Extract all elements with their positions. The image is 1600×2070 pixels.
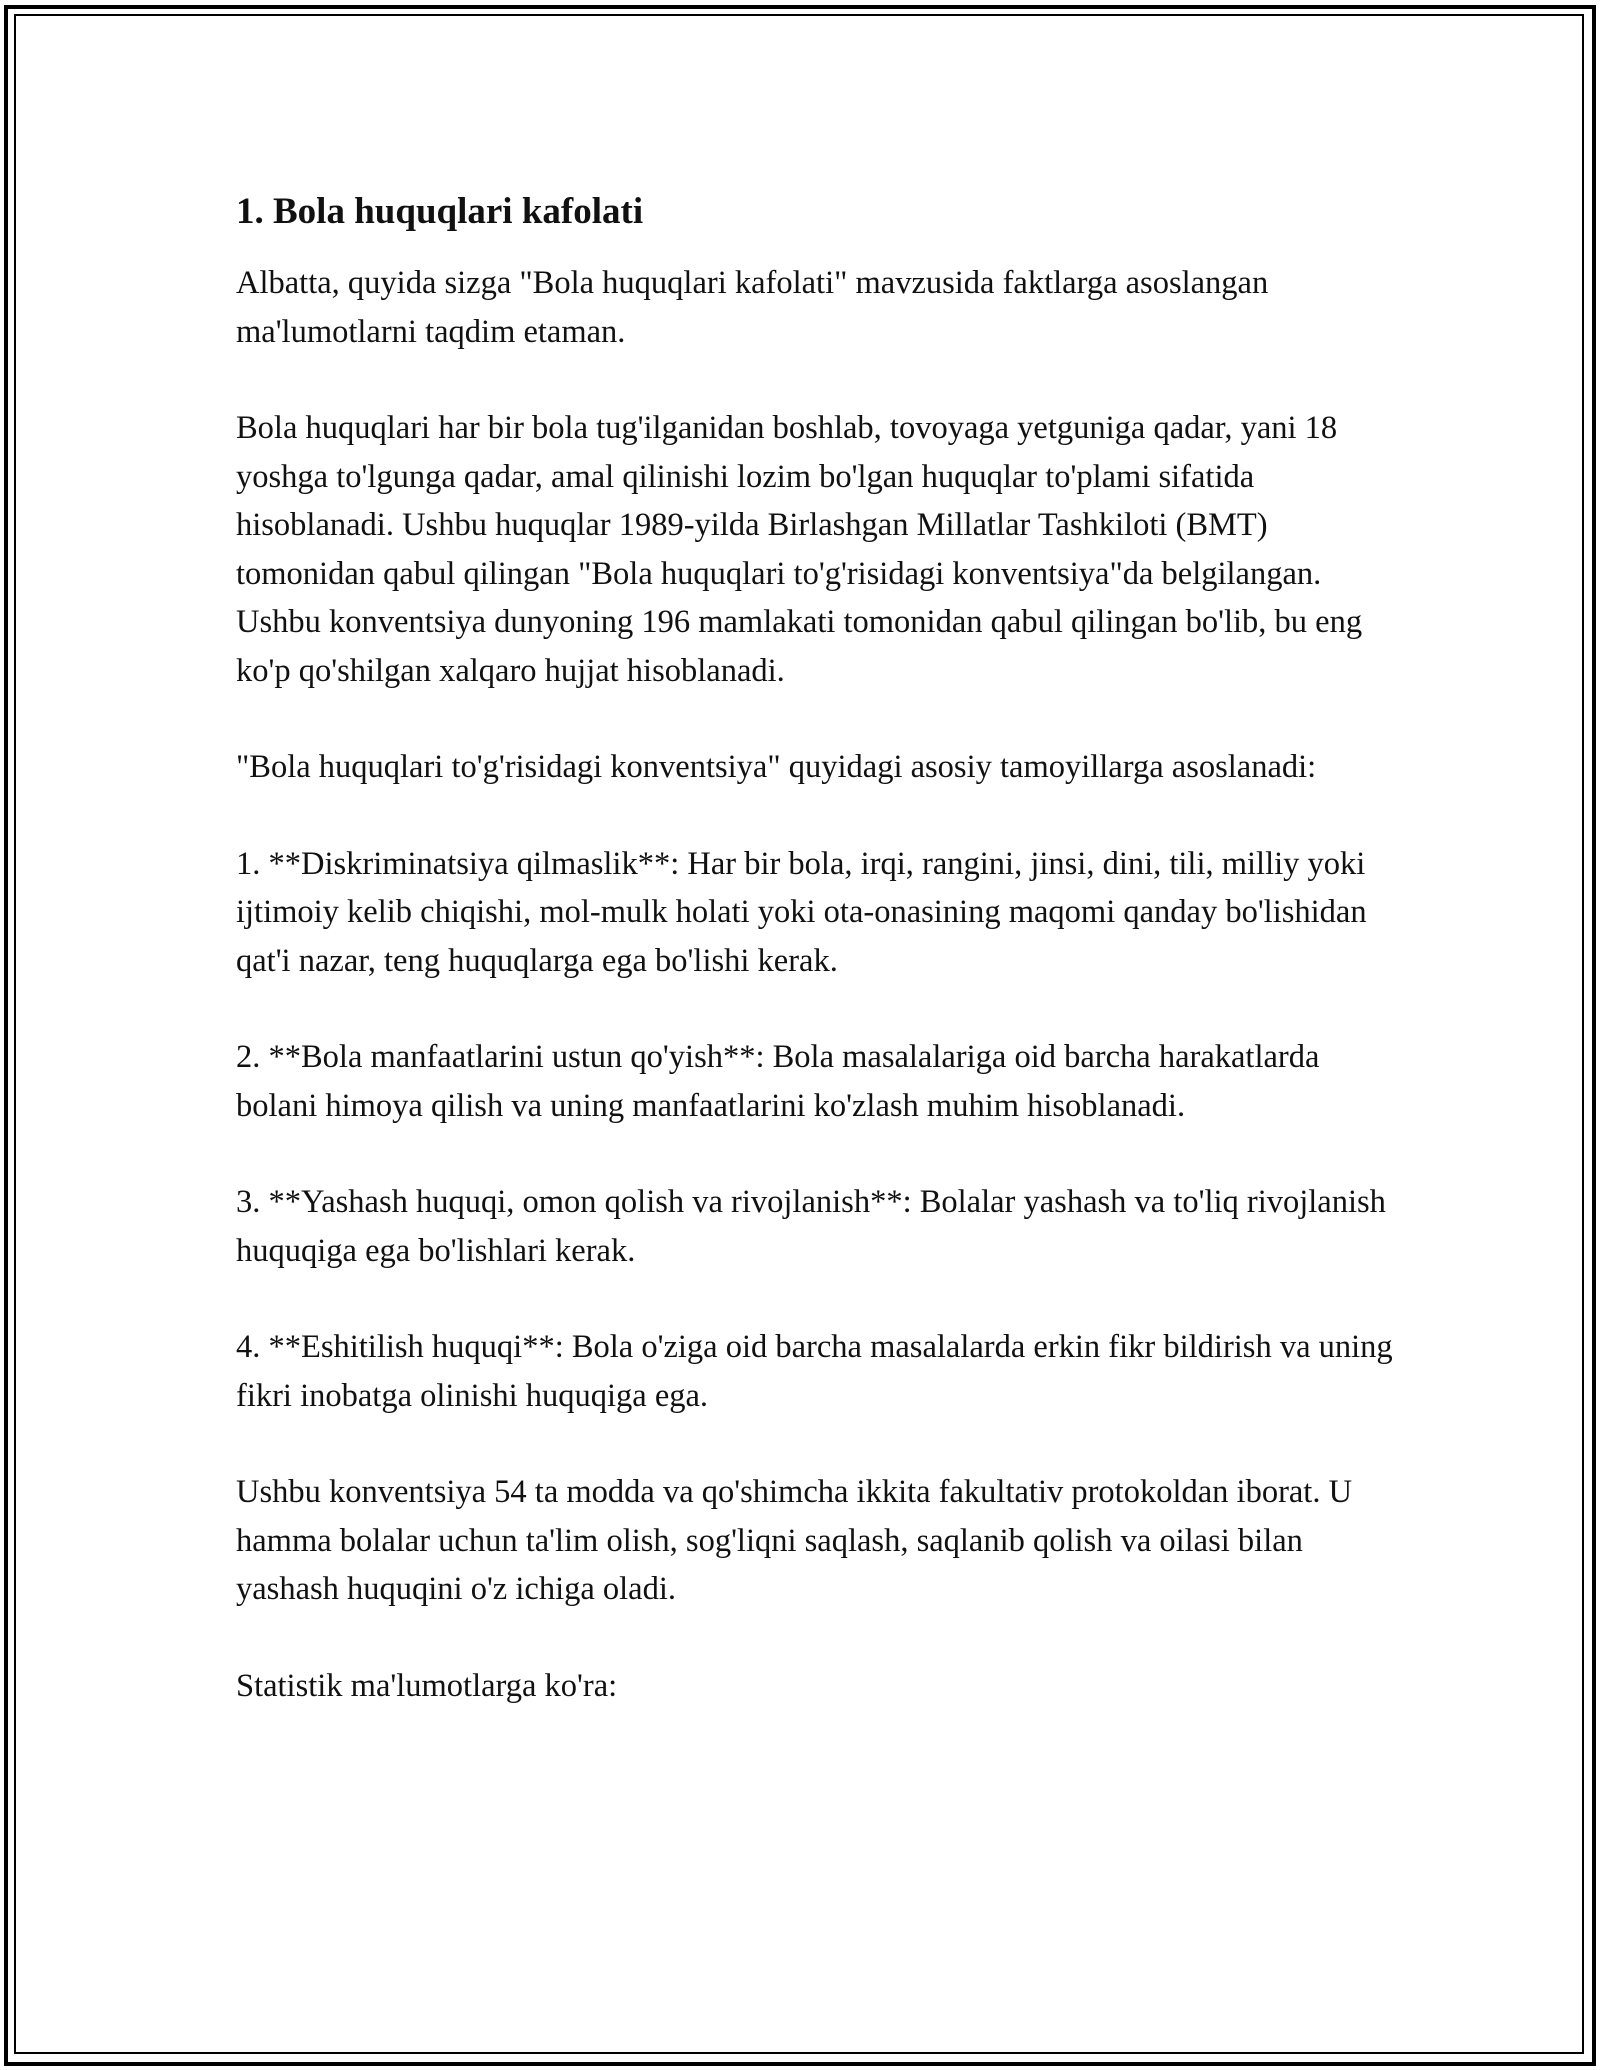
document-body (236, 186, 1396, 1710)
principles-intro-paragraph: "Bola huquqlari to'g'risidagi konventsiya" quyidagi asosiy tamoyillarga asoslanadi: (236, 749, 1317, 785)
convention-summary-paragraph: Ushbu konventsiya 54 ta modda va qo'shimcha ikkita fakultativ protokoldan iborat. U hamma bolalar uchun ta'lim olish, sog'liqni saqlash, saqlanib qolish va oilasi bilan yashash huquqini o'z ichiga oladi. (236, 1474, 1353, 1607)
statistics-intro-paragraph: Statistik ma'lumotlarga ko'ra: (236, 1667, 618, 1704)
definition-paragraph: Bola huquqlari har bir bola tug'ilganidan boshlab, tovoyaga yetguniga qadar, yani 18 yoshga to'lgunga qadar, amal qilinishi lozim bo'lgan huquqlar to'plami sifatida hisoblanadi. Ushbu huquqlar 1989-yilda Birlashgan Millatlar Tashkiloti (BMT) tomonidan qabul qilingan "Bola huquqlari to'g'risidagi konventsiya"da belgilangan. Ushbu konventsiya dunyoning 196 mamlakati tomonidan qabul qilingan bo'lib, bu eng ko'p qo'shilgan xalqaro hujjat hisoblanadi. (236, 410, 1363, 689)
document-title: 1. Bola huquqlari kafolati (236, 191, 644, 232)
intro-paragraph: Albatta, quyida sizga "Bola huquqlari kafolati" mavzusida faktlarga asoslangan ma'lumotlarni taqdim etaman. (236, 265, 1269, 350)
principle-item-4: 4. **Eshitilish huquqi**: Bola o'ziga oid barcha masalalarda erkin fikr bildirish va uning fikri inobatga olinishi huquqiga ega. (236, 1329, 1393, 1414)
principle-item-3: 3. **Yashash huquqi, omon qolish va rivojlanish**: Bolalar yashash va to'liq rivojlanish huquqiga ega bo'lishlari kerak. (236, 1184, 1386, 1269)
principle-item-1: 1. **Diskriminatsiya qilmaslik**: Har bir bola, irqi, rangini, jinsi, dini, tili, milliy yoki ijtimoiy kelib chiqishi, mol-mulk holati yoki ota-onasining maqomi qanday bo'lishidan qat'i nazar, teng huquqlarga ega bo'lishi kerak. (236, 845, 1367, 979)
principle-item-2: 2. **Bola manfaatlarini ustun qo'yish**: Bola masalalariga oid barcha harakatlarda bolani himoya qilish va uning manfaatlarini ko'zlash muhim hisoblanadi. (236, 1039, 1320, 1124)
